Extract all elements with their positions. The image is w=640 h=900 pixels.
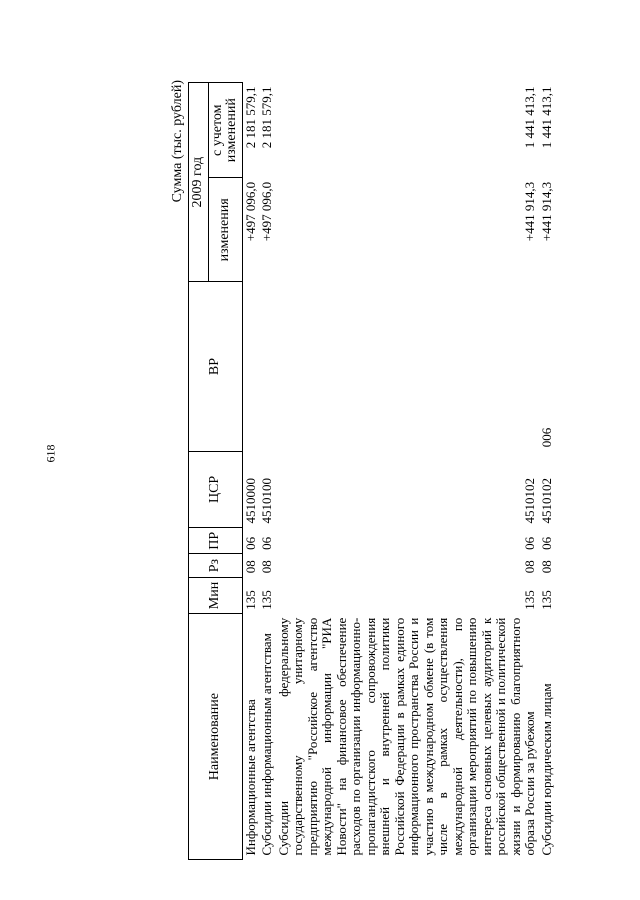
- row-min: 135: [538, 590, 554, 610]
- row-total: 1 441 413,1: [522, 86, 537, 149]
- header-pr: ПР: [189, 528, 243, 554]
- row-pr: 06: [522, 536, 537, 550]
- table-header-row: [189, 83, 209, 860]
- header-csr: ЦСР: [189, 451, 243, 527]
- row-rz: 08: [538, 560, 554, 574]
- row-vr: 006: [538, 427, 554, 448]
- row-changes: +441 914,3: [522, 181, 537, 242]
- table-row: [242, 83, 259, 860]
- row-rz: 08: [242, 560, 258, 574]
- table-row: [276, 83, 539, 860]
- row-vr: [242, 282, 259, 452]
- header-name: Наименование: [189, 614, 243, 860]
- row-min: 135: [259, 590, 274, 610]
- table-row: [539, 83, 556, 860]
- header-min: Мин: [189, 577, 243, 613]
- row-csr: 4510000: [242, 478, 258, 524]
- row-pr: 06: [538, 536, 554, 550]
- row-pr: 06: [259, 536, 274, 550]
- row-name: Субсидии федеральному государственному унитарному предприятию "Российское агентство международной информации "РИА Новости" на финансовое обеспечение расходов по организации информационно-пропагандистского сопровождения внешней и внутренней политики Российской Федерации в рамках единого информационного пространства России и участию в международном обмене (в том числе в рамках осуществления международной деятельности), по организации мероприятий по повышению интереса основных целевых аудиторий к российской общественной и политической жизни и формированию благоприятного образа России за рубежом: [275, 617, 537, 856]
- row-min: 135: [242, 590, 258, 610]
- table-row: [259, 83, 276, 860]
- row-total: 2 181 579,1: [242, 86, 258, 149]
- row-changes: +497 096,0: [242, 181, 258, 242]
- header-year: 2009 год: [189, 83, 209, 282]
- header-rz: Рз: [189, 554, 243, 577]
- row-changes: +497 096,0: [259, 181, 274, 242]
- row-rz: 08: [522, 560, 537, 574]
- row-name: Информационные агентства: [242, 699, 258, 856]
- row-total: 1 441 413,1: [538, 86, 554, 149]
- row-csr: 4510102: [522, 478, 537, 524]
- page-number: 618: [43, 444, 58, 463]
- header-changes: изменения: [208, 178, 242, 282]
- row-total: 2 181 579,1: [259, 86, 274, 149]
- row-vr: [276, 282, 539, 452]
- row-min: 135: [522, 590, 537, 610]
- row-vr: [259, 282, 276, 452]
- header-with-changes: с учетом изменений: [208, 83, 242, 178]
- row-name: Субсидии юридическим лицам: [538, 683, 554, 856]
- row-csr: 4510102: [538, 478, 554, 524]
- row-csr: 4510100: [259, 478, 274, 524]
- row-rz: 08: [259, 560, 274, 574]
- row-pr: 06: [242, 536, 258, 550]
- row-name: Субсидии информационным агентствам: [259, 633, 274, 856]
- rotated-page-content: [170, 80, 554, 860]
- row-changes: +441 914,3: [538, 181, 554, 242]
- budget-table: [188, 82, 555, 860]
- units-label: Сумма (тыс. рублей): [170, 80, 185, 203]
- header-vr: ВР: [189, 282, 243, 452]
